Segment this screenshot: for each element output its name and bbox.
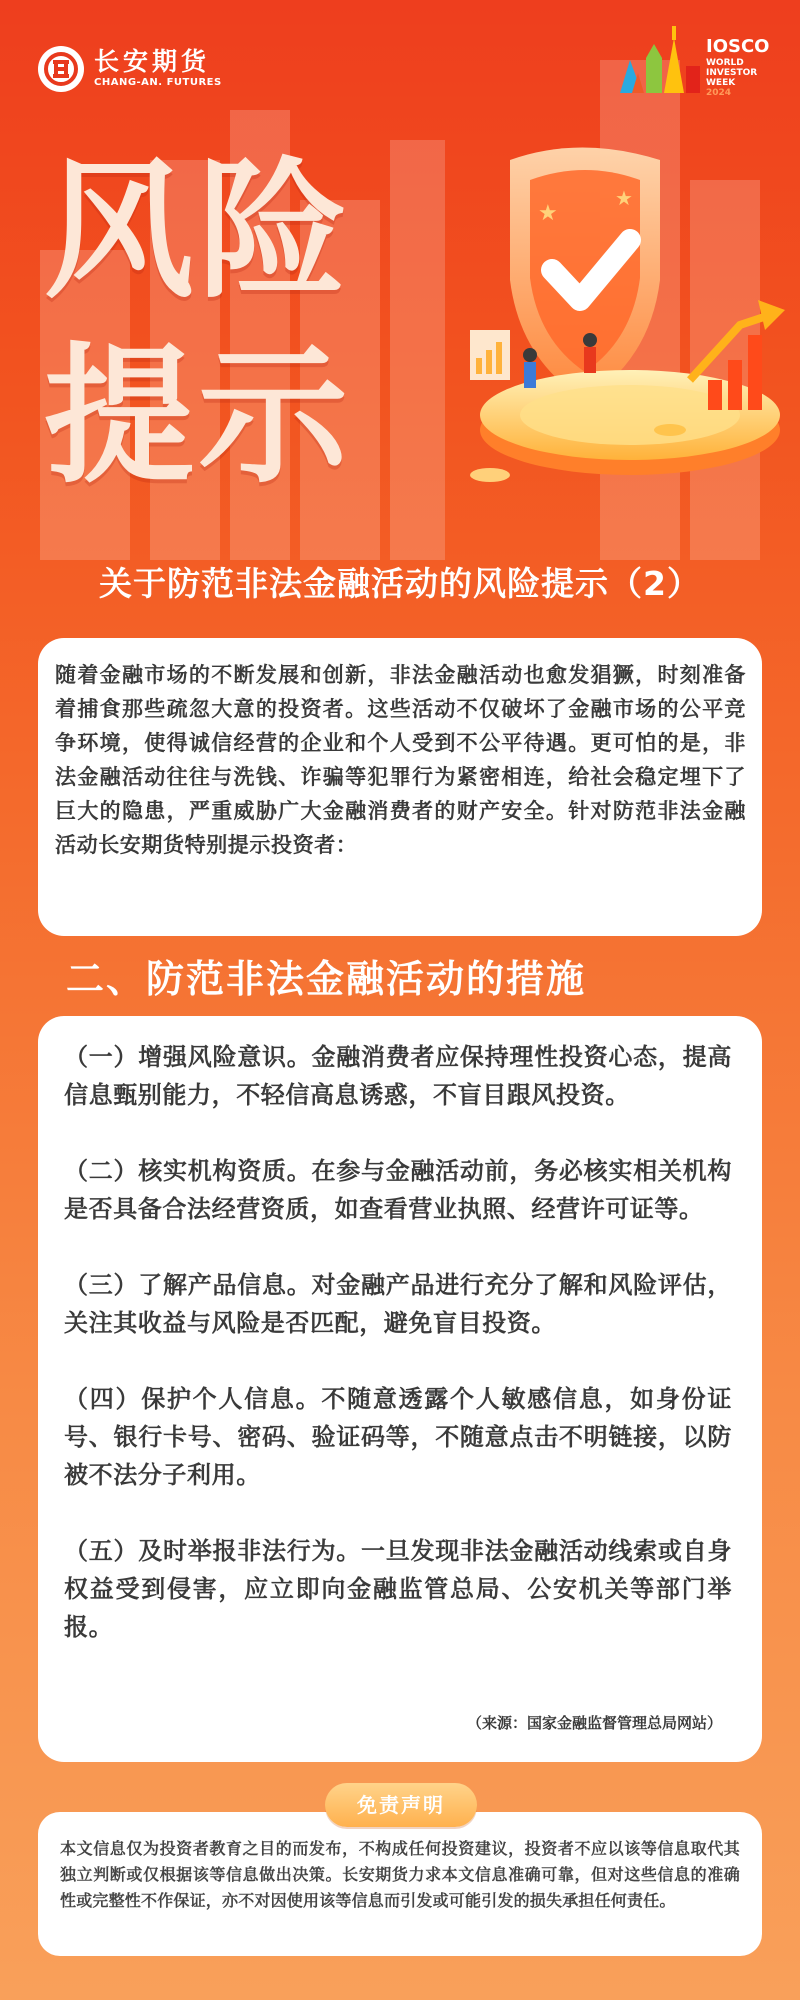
brand-text xyxy=(94,48,222,90)
iosco-line-2: INVESTOR xyxy=(706,68,758,78)
iosco-org: IOSCO xyxy=(706,36,770,57)
iosco-year: 2024 xyxy=(706,88,732,98)
svg-text:★: ★ xyxy=(538,201,558,226)
measure-item: （二）核实机构资质。在参与金融活动前，务必核实相关机构是否具备合法经营资质，如查看营业执照、经营许可证等。 xyxy=(64,1157,732,1223)
measure-item: （一）增强风险意识。金融消费者应保持理性投资心态，提高信息甄别能力，不轻信高息诱惑，不盲目跟风投资。 xyxy=(64,1043,732,1109)
brand-logo xyxy=(38,46,222,92)
brand-name-en: CHANG-AN. FUTURES xyxy=(94,77,222,88)
measures-card xyxy=(38,1016,762,1762)
hero-title-line-1: 风险 xyxy=(44,145,353,319)
disclaimer-badge: 免责声明 xyxy=(325,1783,477,1827)
iosco-line-1: WORLD xyxy=(706,58,744,68)
section-title: 二、防范非法金融活动的措施 xyxy=(66,957,587,1001)
disclaimer-card xyxy=(38,1812,762,1956)
iosco-subtitle xyxy=(706,58,757,98)
measure-item: （五）及时举报非法行为。一旦发现非法金融活动线索或自身权益受到侵害，应立即向金融监管总局、公安机关等部门举报。 xyxy=(64,1537,732,1641)
changan-logo-icon xyxy=(38,46,84,92)
intro-text: 随着金融市场的不断发展和创新，非法金融活动也愈发猖獗，时刻准备着捕食那些疏忽大意的投资者。这些活动不仅破坏了金融市场的公平竞争环境，使得诚信经营的企业和个人受到不公平待遇。更可怕的是，非法金融活动往往与洗钱、诈骗等犯罪行为紧密相连，给社会稳定埋下了巨大的隐患，严重威胁广大金融消费者的财产安全。针对防范非法金融活动长安期货特别提示投资者： xyxy=(55,663,746,857)
hero-title xyxy=(44,140,424,510)
source-note: （来源：国家金融监督管理总局网站） xyxy=(466,1714,722,1732)
measure-item: （四）保护个人信息。不随意透露个人敏感信息，如身份证号、银行卡号、密码、验证码等，不随意点击不明链接，以防被不法分子利用。 xyxy=(64,1385,732,1489)
brand-name-cn: 长安期货 xyxy=(94,47,211,76)
shield-check-icon xyxy=(440,130,790,530)
intro-card xyxy=(38,638,762,936)
disclaimer-text: 本文信息仅为投资者教育之目的而发布，不构成任何投资建议，投资者不应以该等信息取代其独立判断或仅根据该等信息做出决策。长安期货力求本文信息准确可靠，但对这些信息的准确性或完整性不作保证，亦不对因使用该等信息而引发或可能引发的损失承担任何责任。 xyxy=(60,1839,740,1910)
iosco-line-3: WEEK xyxy=(706,78,736,88)
hero-title-line-2: 提示 xyxy=(44,330,353,504)
page-subtitle: 关于防范非法金融活动的风险提示（2） xyxy=(99,564,701,603)
svg-text:★: ★ xyxy=(615,186,633,210)
measure-item: （三）了解产品信息。对金融产品进行充分了解和风险评估，关注其收益与风险是否匹配，避免盲目投资。 xyxy=(64,1271,732,1337)
